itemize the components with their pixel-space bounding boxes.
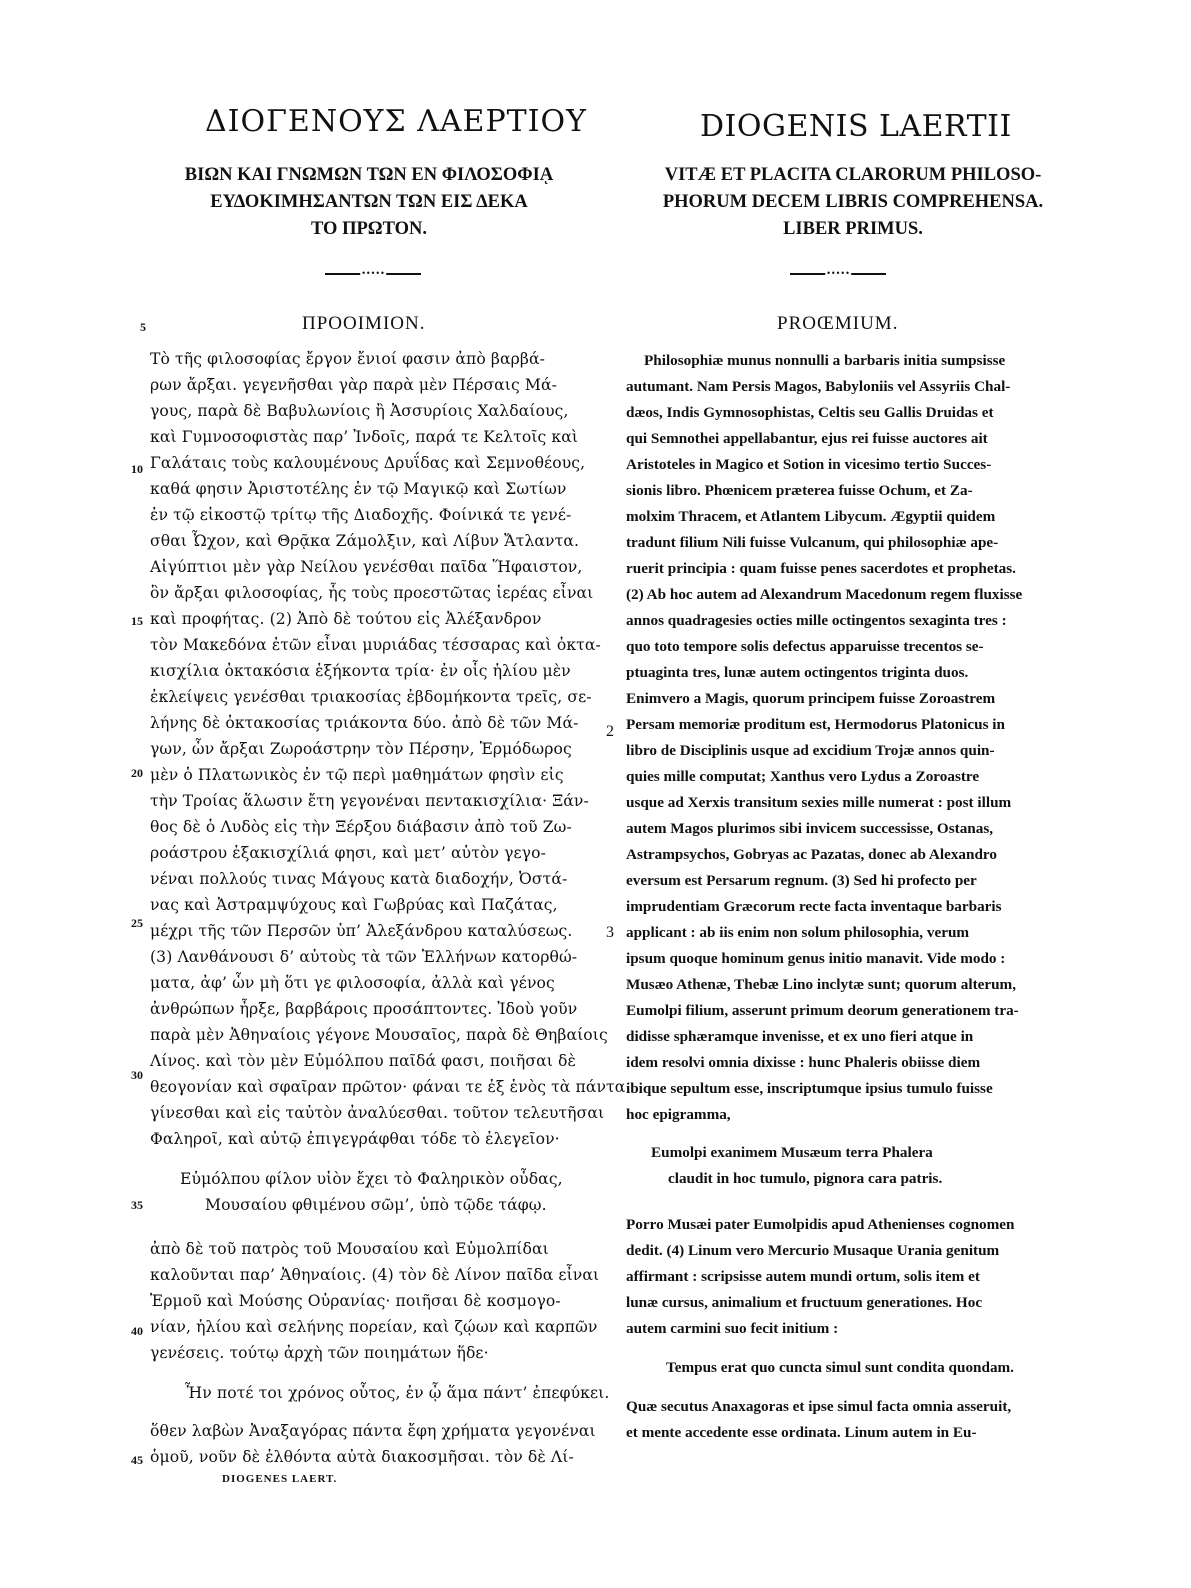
greek-line: σθαι Ὦχον, καὶ Θρᾷκα Ζάμολξιν, καὶ Λίβυν Ἄτλαντα. [150,532,580,550]
greek-line: Γαλάταις τοὺς καλουμένους Δρυΐδας καὶ Σεμνοθέους, [150,454,586,472]
latin-line: annos quadragesies octies mille octingentos sexaginta tres : [626,612,1007,629]
greek-line: Λίνος. καὶ τὸν μὲν Εὐμόλπου παῖδά φασι, ποιῆσαι δὲ [150,1052,576,1070]
line-number: 10 [131,462,143,476]
latin-line: sionis libro. Phœnicem præterea fuisse Ochum, et Za- [626,482,973,499]
greek-verse-line: Εὐμόλπου φίλον υἱὸν ἔχει τὸ Φαληρικὸν οὖδας, [180,1170,563,1188]
greek-line: Φαληροῖ, καὶ αὐτῷ ἐπιγεγράφθαι τόδε τὸ ἐλεγεῖον· [150,1130,560,1148]
latin-line: autem carmini suo fecit initium : [626,1320,839,1337]
greek-line: παρὰ μὲν Ἀθηναίοις γέγονε Μουσαῖος, παρὰ δὲ Θηβαίοις [150,1026,608,1044]
latin-line: quies mille computat; Xanthus vero Lydus a Zoroastre [626,768,980,785]
greek-line: Ἑρμοῦ καὶ Μούσης Οὐρανίας· ποιῆσαι δὲ κοσμογο- [150,1292,561,1310]
latin-subtitle-line: LIBER PRIMUS. [783,219,923,239]
greek-subtitle [130,162,608,243]
line-number: 35 [131,1198,143,1212]
latin-verse-line: Eumolpi exanimem Musæum terra Phalera [651,1144,933,1161]
latin-line: dedit. (4) Linum vero Mercurio Musaque Urania genitum [626,1242,1000,1259]
greek-line: ὅθεν λαβὼν Ἀναξαγόρας πάντα ἔφη χρήματα γεγονέναι [150,1422,596,1440]
greek-title: ΔΙΟΓΕΝΟΥΣ ΛΑΕΡΤΙΟΥ [205,104,587,139]
greek-line: ματα, ἀφ’ ὧν μὴ ὅτι γε φιλοσοφία, ἀλλὰ καὶ γένος [150,974,555,992]
latin-line: usque ad Xerxis transitum sexies mille numerat : post illum [626,794,1012,811]
greek-verse-line: Μουσαίου φθιμένου σῶμ’, ὑπὸ τῷδε τάφῳ. [205,1196,547,1214]
latin-line: lunæ cursus, animalium et fructuum generationes. Hoc [626,1294,983,1311]
greek-heading: ΠΡΟΟΙΜΙΟΝ. [302,313,426,334]
greek-line: κισχίλια ὀκτακόσια ἑξήκοντα τρία· ἐν οἷς ἡλίου μὲν [150,662,571,680]
greek-line: μέχρι τῆς τῶν Περσῶν ὑπ’ Ἀλεξάνδρου καταλύσεως. [150,922,573,940]
greek-line: γους, παρὰ δὲ Βαβυλωνίοις ἢ Ἀσσυρίοις Χαλδαίους, [150,402,569,420]
latin-subtitle [618,162,1088,243]
greek-subtitle-line: ΤΟ ΠΡΩΤΟΝ. [311,219,427,239]
latin-line: Aristoteles in Magico et Sotion in vicesimo tertio Succes- [626,456,992,473]
greek-line: γίνεσθαι καὶ εἰς ταὐτὸν ἀναλύεσθαι. τοῦτον τελευτῆσαι [150,1104,605,1122]
latin-line: Enimvero a Magis, quorum principem fuisse Zoroastrem [626,690,996,707]
latin-verse-line: Tempus erat quo cuncta simul sunt condita quondam. [666,1359,1014,1376]
greek-line: ρων ἄρξαι. γεγενῆσθαι γὰρ παρὰ μὲν Πέρσαις Μά- [150,376,557,394]
greek-line: (3) Λανθάνουσι δ’ αὐτοὺς τὰ τῶν Ἑλλήνων κατορθώ- [150,948,578,966]
line-number: 5 [140,320,146,334]
greek-line: θεογονίαν καὶ σφαῖραν πρῶτον· φάναι τε ἐξ ἑνὸς τὰ πάντα [150,1078,626,1096]
latin-line: libro de Disciplinis usque ad excidium Trojæ annos quin- [626,742,995,759]
line-number: 15 [131,614,143,628]
latin-heading: PROŒMIUM. [777,313,899,334]
line-number: 30 [131,1068,143,1082]
line-number: 40 [131,1324,143,1338]
greek-verse-line: Ἦν ποτέ τοι χρόνος οὗτος, ἐν ᾧ ἅμα πάντ’ ἐπεφύκει. [185,1384,610,1402]
latin-line: qui Semnothei appellabantur, ejus rei fuisse auctores ait [626,430,988,447]
ornament-beads: ••••• [361,269,385,278]
greek-line: καλοῦνται παρ’ Ἀθηναίοις. (4) τὸν δὲ Λίνον παῖδα εἶναι [150,1266,600,1284]
latin-line: molxim Thracem, et Atlantem Libycum. Ægyptii quidem [626,508,996,525]
latin-line: Persam memoriæ proditum est, Hermodorus Platonicus in [626,716,1005,733]
latin-line: et mente accedente esse ordinata. Linum autem in Eu- [626,1424,977,1441]
latin-line: autem Magos plurimos sibi invicem successisse, Ostanas, [626,820,994,837]
greek-line: νας καὶ Ἀστραμψύχους καὶ Γωβρύας καὶ Παζάτας, [150,896,558,914]
greek-ornament-rule [325,269,421,279]
line-number: 45 [131,1453,143,1467]
greek-line: ἐκλείψεις γενέσθαι τριακοσίας ἑβδομήκοντα τρεῖς, σε- [150,688,592,706]
latin-line: hoc epigramma, [626,1106,731,1123]
greek-line: ἐν τῷ εἰκοστῷ τρίτῳ τῆς Διαδοχῆς. Φοίνικά τε γενέ- [150,506,572,524]
latin-line: Quæ secutus Anaxagoras et ipse simul facta omnia asseruit, [626,1398,1012,1415]
greek-line: νίαν, ἡλίου καὶ σελήνης πορείαν, καὶ ζῴων καὶ καρπῶν [150,1318,598,1336]
latin-line: Philosophiæ munus nonnulli a barbaris initia sumpsisse [644,352,1006,369]
greek-line: νέναι πολλούς τινας Μάγους κατὰ διαδοχήν, Ὀστά- [150,870,568,888]
greek-line: ὁμοῦ, νοῦν δὲ ἐλθόντα αὐτὰ διακοσμῆσαι. τὸν δὲ Λί- [150,1448,574,1466]
greek-line: γων, ὧν ἄρξαι Ζωροάστρην τὸν Πέρσην, Ἑρμόδωρος [150,740,572,758]
greek-subtitle-line: ΕΥΔΟΚΙΜΗΣΑΝΤΩΝ ΤΩΝ ΕΙΣ ΔΕΚΑ [210,192,528,212]
greek-line: ἀνθρώπων ἦρξε, βαρβάροις προσάπτοντες. Ἰδοὺ γοῦν [150,1000,578,1018]
latin-verse-line: claudit in hoc tumulo, pignora cara patris. [668,1170,943,1187]
latin-subtitle-line: PHORUM DECEM LIBRIS COMPREHENSA. [662,192,1044,212]
greek-line: μὲν ὁ Πλατωνικὸς ἐν τῷ περὶ μαθημάτων φησὶν εἰς [150,766,564,784]
greek-line: θος δὲ ὁ Λυδὸς εἰς τὴν Ξέρξου διάβασιν ἀπὸ τοῦ Ζω- [150,818,572,836]
latin-line: tradunt filium Nili fuisse Vulcanum, qui philosophiæ ape- [626,534,999,551]
greek-line: Αἰγύπτιοι μὲν γὰρ Νείλου γενέσθαι παῖδα Ἥφαιστον, [150,558,583,576]
greek-subtitle-line: ΒΙΩΝ ΚΑΙ ΓΝΩΜΩΝ ΤΩΝ ΕΝ ΦΙΛΟΣΟΦΙᾼ [184,165,554,185]
latin-line: ruerit principia : quam fuisse penes sacerdotes et prophetas. [626,560,1016,577]
latin-line: imprudentiam Græcorum recte facta inventaque barbaris [626,898,1002,915]
greek-line: τὸν Μακεδόνα ἐτῶν εἶναι μυριάδας τέσσαρας καὶ ὀκτα- [150,636,601,654]
greek-line: ὃν ἄρξαι φιλοσοφίας, ἧς τοὺς προεστῶτας ἱερέας εἶναι [150,584,594,602]
latin-line: Astrampsychos, Gobryas ac Pazatas, donec ab Alexandro [626,846,997,863]
footer-signature: DIOGENES LAERT. [222,1473,338,1485]
greek-line: τὴν Τροίας ἅλωσιν ἔτη γεγονέναι πεντακισχίλια· Ξάν- [150,792,589,810]
latin-line: Musæo Athenæ, Thebæ Lino inclytæ sunt; quorum alterum, [626,976,1017,993]
latin-line: ptuaginta tres, lunæ autem octingentos triginta duos. [626,664,969,681]
greek-line: ροάστρου ἑξακισχίλιά φησι, καὶ μετ’ αὐτὸν γεγο- [150,844,546,862]
greek-line: καὶ προφήτας. (2) Ἀπὸ δὲ τούτου εἰς Ἀλέξανδρον [150,610,542,628]
latin-line: autumant. Nam Persis Magos, Babyloniis vel Assyriis Chal- [626,378,1011,395]
greek-line: καθά φησιν Ἀριστοτέλης ἐν τῷ Μαγικῷ καὶ Σωτίων [150,480,567,498]
latin-line: applicant : ab iis enim non solum philosophia, verum [626,924,970,941]
latin-title: DIOGENIS LAERTII [700,109,1012,144]
latin-line: dæos, Indis Gymnosophistas, Celtis seu Gallis Druidas et [626,404,994,421]
section-number: 2 [606,723,614,740]
greek-line: γενέσεις. τούτῳ ἀρχὴ τῶν ποιημάτων ἥδε· [150,1344,489,1362]
latin-line: Eumolpi filium, asserunt primum deorum generationem tra- [626,1002,1019,1019]
greek-line: Τὸ τῆς φιλοσοφίας ἔργον ἔνιοί φασιν ἀπὸ βαρβά- [150,350,545,368]
ornament-beads: ••••• [826,269,850,278]
latin-ornament-rule [790,269,886,279]
latin-line: Porro Musæi pater Eumolpidis apud Athenienses cognomen [626,1216,1015,1233]
greek-line: λήνης δὲ ὀκτακοσίας τριάκοντα δύο. ἀπὸ δὲ τῶν Μά- [150,714,579,732]
latin-line: quo toto tempore solis defectus apparuisse trecentos se- [626,638,984,655]
latin-line: eversum est Persarum regnum. (3) Sed hi profecto per [626,872,977,889]
line-number: 25 [131,916,143,930]
section-number: 3 [606,924,614,941]
line-number: 20 [131,766,143,780]
latin-line: idem resolvi omnia dixisse : hunc Phaleris obiisse diem [626,1054,981,1071]
latin-line: (2) Ab hoc autem ad Alexandrum Macedonum regem fluxisse [626,586,1023,603]
latin-line: ipsum quoque hominum genus initio manavit. Vide modo : [626,950,1006,967]
latin-subtitle-line: VITÆ ET PLACITA CLARORUM PHILOSO- [664,165,1042,185]
latin-line: ibique sepultum esse, inscriptumque ipsius tumulo fuisse [626,1080,993,1097]
latin-line: affirmant : scripsisse autem mundi ortum, solis item et [626,1268,980,1285]
greek-line: καὶ Γυμνοσοφιστὰς παρ’ Ἰνδοῖς, παρά τε Κελτοῖς καὶ [150,428,579,446]
greek-line: ἀπὸ δὲ τοῦ πατρὸς τοῦ Μουσαίου καὶ Εὐμολπίδαι [150,1240,549,1258]
latin-line: didisse sphæramque invenisse, et ex uno fieri atque in [626,1028,974,1045]
